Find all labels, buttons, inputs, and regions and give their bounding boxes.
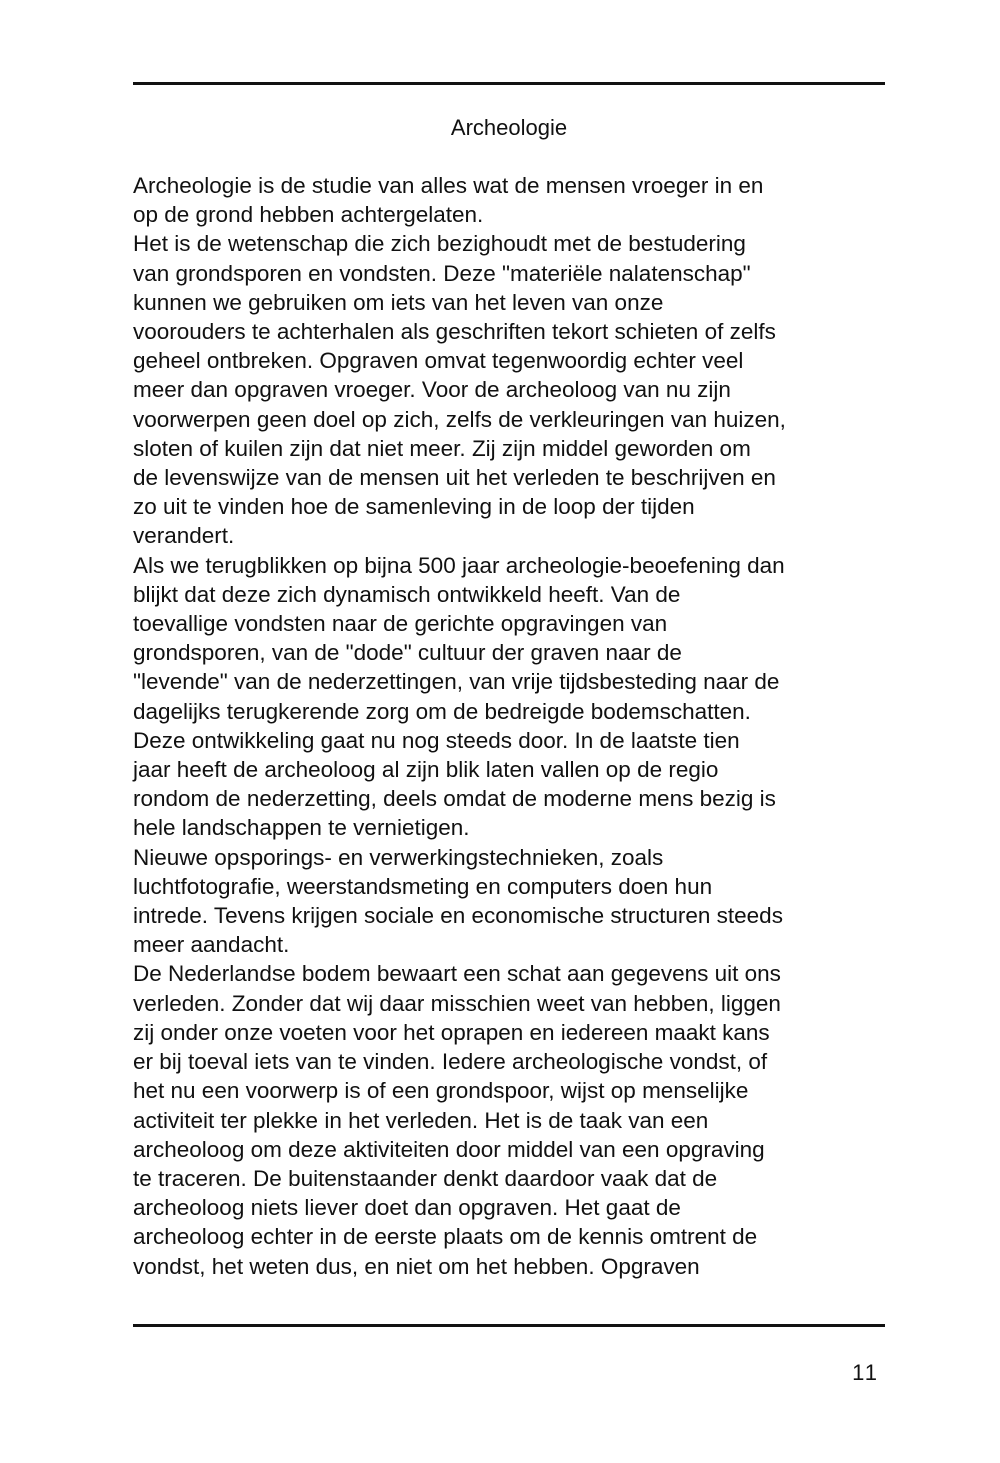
text-line: voorwerpen geen doel op zich, zelfs de verkleuringen van huizen,: [133, 406, 786, 432]
text-line: Archeologie is de studie van alles wat de mensen vroeger in en: [133, 173, 764, 198]
text-line: activiteit ter plekke in het verleden. Het is de taak van een: [133, 1107, 709, 1133]
text-line: archeoloog echter in de eerste plaats om de kennis omtrent de: [133, 1224, 758, 1250]
text-line: rondom de nederzetting, deels omdat de moderne mens bezig is: [133, 786, 776, 812]
text-line: voorouders te achterhalen als geschriften tekort schieten of zelfs: [133, 319, 776, 345]
text-line: Deze ontwikkeling gaat nu nog steeds door. In de laatste tien: [133, 727, 740, 753]
text-line: jaar heeft de archeoloog al zijn blik laten vallen op de regio: [133, 757, 719, 783]
text-line: Als we terugblikken op bijna 500 jaar archeologie-beoefening dan: [133, 552, 785, 578]
text-line: luchtfotografie, weerstandsmeting en computers doen hun: [133, 873, 713, 899]
text-line: de levenswijze van de mensen uit het verleden te beschrijven en: [133, 465, 776, 491]
text-line: sloten of kuilen zijn dat niet meer. Zij zijn middel geworden om: [133, 435, 751, 461]
text-line: De Nederlandse bodem bewaart een schat aan gegevens uit ons: [133, 961, 781, 987]
text-line: hele landschappen te vernietigen.: [133, 815, 470, 841]
text-line: vondst, het weten dus, en niet om het hebben. Opgraven: [133, 1253, 700, 1279]
bottom-rule: [133, 1324, 885, 1327]
text-line: grondsporen, van de "dode" cultuur der graven naar de: [133, 640, 682, 666]
text-line: geheel ontbreken. Opgraven omvat tegenwoordig echter veel: [133, 348, 744, 374]
text-line: van grondsporen en vondsten. Deze "materiële nalatenschap": [133, 260, 751, 286]
text-line: op de grond hebben achtergelaten.: [133, 202, 484, 228]
body-text: [133, 171, 893, 1281]
text-line: meer aandacht.: [133, 932, 290, 958]
text-line: archeoloog om deze aktiviteiten door middel van een opgraving: [133, 1136, 765, 1162]
text-line: Het is de wetenschap die zich bezighoudt met de bestudering: [133, 231, 746, 257]
text-line: het nu een voorwerp is of een grondspoor, wijst op menselijke: [133, 1078, 749, 1104]
text-line: intrede. Tevens krijgen sociale en economische structuren steeds: [133, 903, 783, 929]
text-line: verleden. Zonder dat wij daar misschien weet van hebben, liggen: [133, 990, 781, 1016]
text-line: "levende" van de nederzettingen, van vrije tijdsbesteding naar de: [133, 669, 780, 695]
page-title: Archeologie: [450, 115, 568, 140]
text-line: er bij toeval iets van te vinden. Iedere archeologische vondst, of: [133, 1049, 768, 1075]
text-line: te traceren. De buitenstaander denkt daardoor vaak dat de: [133, 1165, 718, 1191]
text-line: zij onder onze voeten voor het oprapen en iedereen maakt kans: [133, 1019, 770, 1045]
text-line: Nieuwe opsporings- en verwerkingstechnieken, zoals: [133, 844, 664, 870]
text-line: archeoloog niets liever doet dan opgraven. Het gaat de: [133, 1195, 681, 1221]
text-line: meer dan opgraven vroeger. Voor de archeoloog van nu zijn: [133, 377, 731, 403]
text-line: dagelijks terugkerende zorg om de bedreigde bodemschatten.: [133, 698, 751, 724]
page-number: 11: [852, 1360, 879, 1385]
text-line: toevallige vondsten naar de gerichte opgravingen van: [133, 611, 668, 637]
text-line: zo uit te vinden hoe de samenleving in de loop der tijden: [133, 494, 695, 520]
text-line: kunnen we gebruiken om iets van het leven van onze: [133, 289, 664, 315]
text-line: blijkt dat deze zich dynamisch ontwikkeld heeft. Van de: [133, 581, 681, 607]
top-rule: [133, 82, 885, 85]
text-line: verandert.: [133, 523, 235, 549]
